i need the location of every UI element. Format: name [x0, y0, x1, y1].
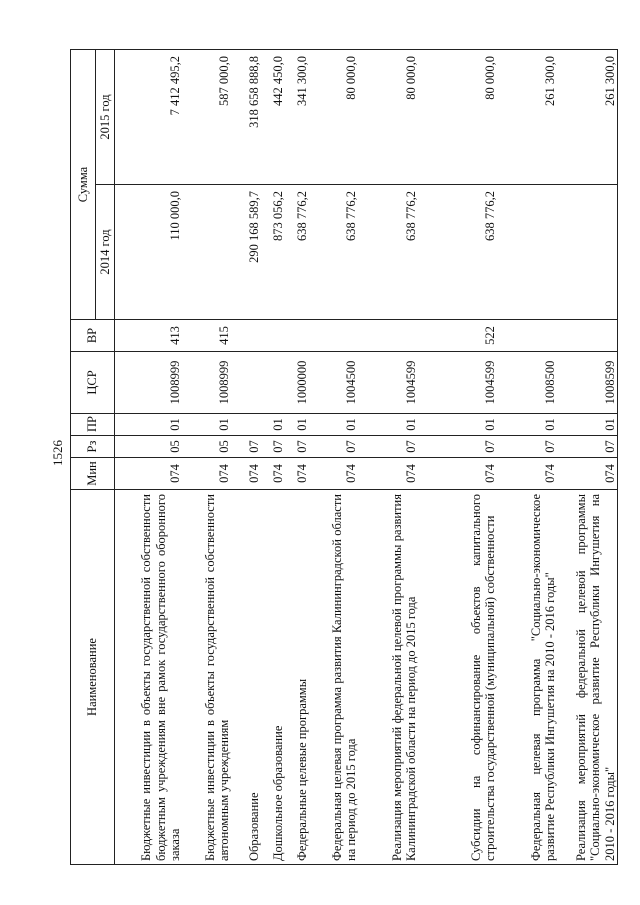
cell-min: 074 — [310, 458, 359, 490]
cell-sum-2015: 442 450,0 — [262, 50, 286, 185]
cell-min: 074 — [498, 458, 558, 490]
cell-name: Субсидии на софинансирование объектов капитального строительства государственной (муниципальной) собственности — [419, 490, 498, 865]
cell-pr: 01 — [419, 414, 498, 436]
header-min: Мин — [71, 458, 115, 490]
cell-min: 074 — [286, 458, 310, 490]
table-row — [310, 50, 359, 865]
cell-csr: 1008999 — [115, 352, 183, 414]
cell-name: Реализация мероприятий федеральной целевой программы "Социально-экономическое развитие Республики Ингушетия на 2010 - 2016 годы" — [558, 490, 618, 865]
cell-pr: 01 — [359, 414, 419, 436]
cell-min: 074 — [183, 458, 232, 490]
cell-vr: 415 — [183, 320, 232, 352]
cell-rz: 07 — [232, 436, 262, 458]
cell-name: Бюджетные инвестиции в объекты государственной собственности автономным учреждениям — [183, 490, 232, 865]
cell-sum-2014: 638 776,2 — [310, 185, 359, 320]
cell-pr: 01 — [262, 414, 286, 436]
cell-sum-2015: 341 300,0 — [286, 50, 310, 185]
header-pr: ПР — [71, 414, 115, 436]
cell-vr — [359, 320, 419, 352]
cell-csr: 1008500 — [498, 352, 558, 414]
cell-sum-2014: 110 000,0 — [115, 185, 183, 320]
cell-vr — [498, 320, 558, 352]
cell-name: Федеральные целевые программы — [286, 490, 310, 865]
cell-csr: 1008999 — [183, 352, 232, 414]
cell-name: Федеральная целевая программа "Социально-экономическое развитие Республики Ингушетия на 2010 - 2016 годы" — [498, 490, 558, 865]
cell-rz: 07 — [419, 436, 498, 458]
cell-csr: 1004599 — [359, 352, 419, 414]
cell-rz: 05 — [183, 436, 232, 458]
cell-sum-2014: 290 168 589,7 — [232, 185, 262, 320]
cell-min: 074 — [262, 458, 286, 490]
cell-pr — [232, 414, 262, 436]
cell-vr — [310, 320, 359, 352]
cell-sum-2014: 638 776,2 — [359, 185, 419, 320]
table-header — [71, 50, 115, 865]
cell-pr: 01 — [310, 414, 359, 436]
cell-vr: 413 — [115, 320, 183, 352]
header-sum: Сумма — [71, 50, 96, 320]
cell-pr: 01 — [183, 414, 232, 436]
cell-sum-2015: 80 000,0 — [419, 50, 498, 185]
header-rz: Рз — [71, 436, 115, 458]
cell-sum-2015: 261 300,0 — [558, 50, 618, 185]
page-number — [48, 438, 68, 468]
cell-rz: 07 — [310, 436, 359, 458]
header-csr: ЦСР — [71, 352, 115, 414]
cell-sum-2014: 873 056,2 — [262, 185, 286, 320]
header-name: Наименование — [71, 490, 115, 865]
cell-sum-2014 — [558, 185, 618, 320]
cell-name: Дошкольное образование — [262, 490, 286, 865]
cell-name: Бюджетные инвестиции в объекты государственной собственности бюджетным учреждениям вне рамок государственного оборонного заказа — [115, 490, 183, 865]
cell-pr: 01 — [498, 414, 558, 436]
cell-csr: 1008599 — [558, 352, 618, 414]
cell-rz: 07 — [262, 436, 286, 458]
cell-sum-2014 — [183, 185, 232, 320]
cell-csr — [262, 352, 286, 414]
table-row — [498, 50, 558, 865]
cell-min: 074 — [558, 458, 618, 490]
cell-csr: 1000000 — [286, 352, 310, 414]
cell-rz: 07 — [498, 436, 558, 458]
header-2015: 2015 год — [96, 50, 115, 185]
budget-table — [70, 49, 618, 865]
cell-rz: 07 — [359, 436, 419, 458]
table-row — [286, 50, 310, 865]
cell-min: 074 — [232, 458, 262, 490]
cell-pr: 01 — [115, 414, 183, 436]
header-vr: ВР — [71, 320, 115, 352]
cell-vr — [232, 320, 262, 352]
table-row — [232, 50, 262, 865]
cell-min: 074 — [419, 458, 498, 490]
cell-sum-2015: 261 300,0 — [498, 50, 558, 185]
cell-min: 074 — [115, 458, 183, 490]
cell-pr: 01 — [558, 414, 618, 436]
table-row — [183, 50, 232, 865]
cell-csr — [232, 352, 262, 414]
table-row — [359, 50, 419, 865]
header-2014: 2014 год — [96, 185, 115, 320]
budget-table-sheet — [70, 50, 615, 865]
cell-sum-2014: 638 776,2 — [419, 185, 498, 320]
cell-name: Реализация мероприятий федеральной целевой программы развития Калининградской области на период до 2015 года — [359, 490, 419, 865]
cell-rz: 07 — [558, 436, 618, 458]
cell-sum-2014 — [498, 185, 558, 320]
cell-csr: 1004500 — [310, 352, 359, 414]
cell-rz: 07 — [286, 436, 310, 458]
cell-vr — [558, 320, 618, 352]
cell-sum-2015: 7 412 495,2 — [115, 50, 183, 185]
table-body — [115, 50, 618, 865]
cell-vr — [262, 320, 286, 352]
cell-name: Образование — [232, 490, 262, 865]
cell-sum-2014: 638 776,2 — [286, 185, 310, 320]
cell-sum-2015: 80 000,0 — [359, 50, 419, 185]
cell-csr: 1004599 — [419, 352, 498, 414]
cell-rz: 05 — [115, 436, 183, 458]
cell-name: Федеральная целевая программа развития Калининградской области на период до 2015 года — [310, 490, 359, 865]
cell-min: 074 — [359, 458, 419, 490]
table-row — [262, 50, 286, 865]
page-number-text: 1526 — [50, 440, 65, 466]
table-row — [419, 50, 498, 865]
cell-vr: 522 — [419, 320, 498, 352]
cell-vr — [286, 320, 310, 352]
cell-sum-2015: 318 658 888,8 — [232, 50, 262, 185]
table-row — [558, 50, 618, 865]
cell-pr: 01 — [286, 414, 310, 436]
cell-sum-2015: 587 000,0 — [183, 50, 232, 185]
cell-sum-2015: 80 000,0 — [310, 50, 359, 185]
table-row — [115, 50, 183, 865]
